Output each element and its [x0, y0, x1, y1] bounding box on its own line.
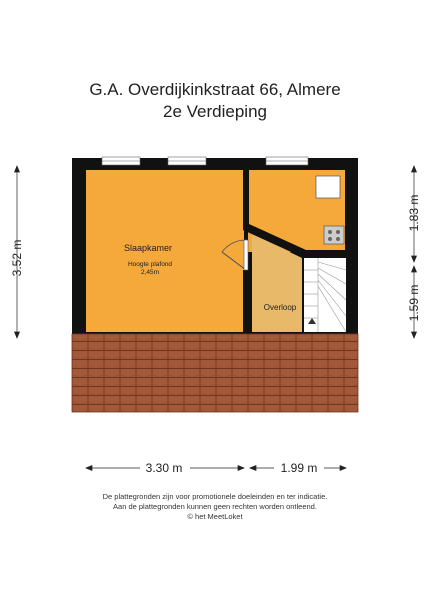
- address-title: G.A. Overdijkinkstraat 66, Almere: [89, 80, 341, 99]
- sink-fixture: [316, 176, 340, 198]
- dim-right-top-label: 1.83 m: [407, 194, 421, 232]
- interior-wall-lower: [243, 270, 249, 332]
- landing-label: Overloop: [263, 303, 297, 312]
- interior-wall-vertical: [243, 170, 249, 228]
- footer-line-2: Aan de plattegronden kunnen geen rechten worden ontleend.: [113, 502, 317, 511]
- bedroom-note-1: Hoogte plafond: [127, 261, 173, 268]
- floor-title: 2e Verdieping: [163, 102, 267, 121]
- windows: [102, 157, 308, 165]
- roof-tiles: [72, 334, 358, 412]
- bedroom-label: Slaapkamer: [123, 243, 173, 253]
- stair-wall: [300, 250, 346, 256]
- dim-bottom-right-label: 1.99 m: [280, 461, 318, 475]
- footer-line-3: © het MeetLoket: [187, 512, 243, 521]
- dim-bottom-left-label: 3.30 m: [145, 461, 183, 475]
- dim-right-bottom-label: 1.59 m: [407, 284, 421, 322]
- door-frame: [244, 240, 248, 270]
- cooktop-fixture: [324, 226, 344, 244]
- bedroom-note-2: 2,45m: [140, 269, 160, 276]
- footer-line-1: De plattegronden zijn voor promotionele doeleinden en ter indicatie.: [102, 492, 328, 501]
- dim-left-label: 3.52 m: [10, 239, 24, 277]
